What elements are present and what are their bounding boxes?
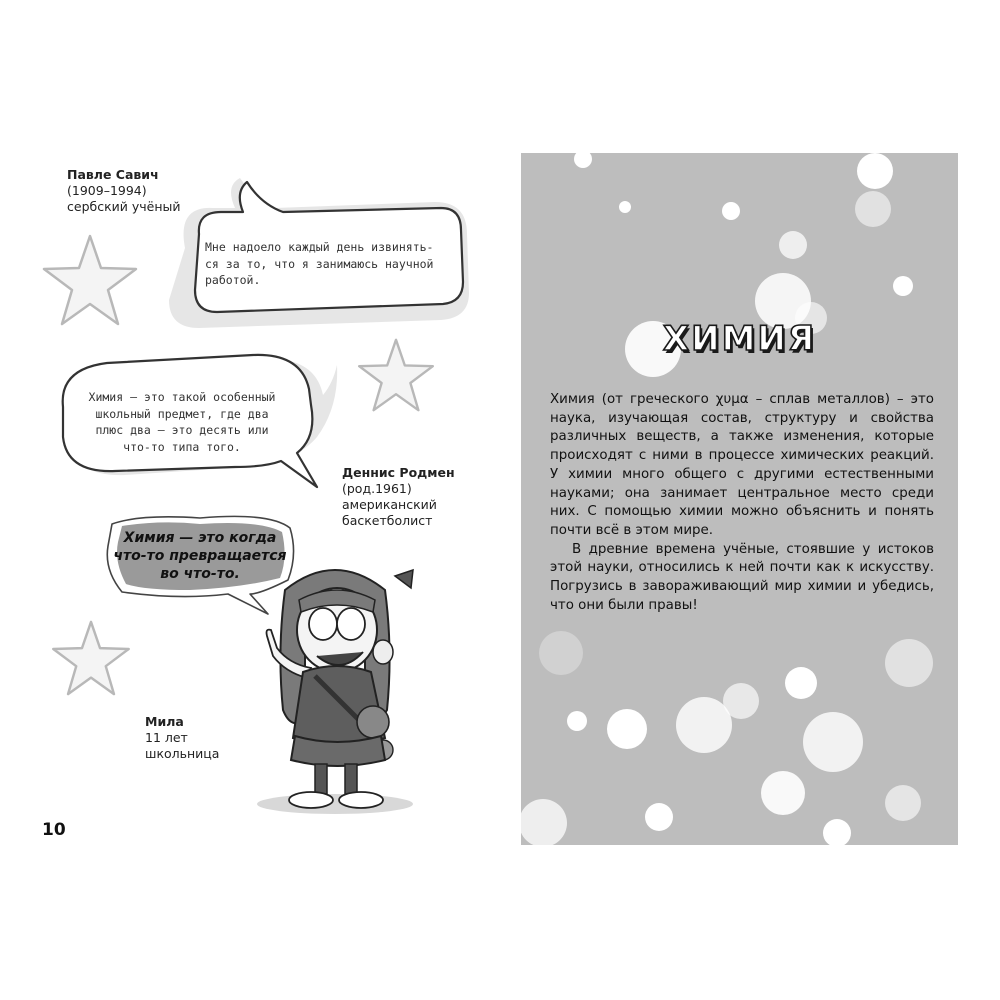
paragraph: Химия (от греческого χυμα – сплав металлов) – это наука, изучающая состав, структуру и свойства различных веществ, а также изменения, которые происходят с ними в процессе химических реакций. У химии много общего с другими естественными науками; она занимает центральное место среди них. С помощью химии можно объяснить и понять почти всё в этом мире. — [550, 392, 934, 538]
quote-line: что-то типа того. — [123, 439, 241, 454]
author-dates: 11 лет — [145, 730, 188, 745]
star-icon — [356, 336, 436, 414]
author-name: Мила — [145, 714, 184, 729]
author-dates: (род.1961) — [342, 481, 412, 496]
author-role: сербский учёный — [67, 199, 181, 214]
author-name: Павле Савич — [67, 167, 159, 182]
star-icon — [40, 232, 140, 328]
quote-line: во что-то. — [160, 566, 240, 582]
author-mila — [145, 714, 219, 762]
author-rodman — [342, 465, 455, 529]
quote-line: Мне надоело каждый день извинять- — [205, 240, 434, 254]
author-dates: (1909–1994) — [67, 183, 147, 198]
quote-savich — [205, 239, 475, 289]
girl-illustration — [245, 560, 425, 820]
quote-line: Химия — это когда — [123, 530, 277, 546]
paragraph: В древние времена учёные, стоявшие у истоков этой науки, относились к ней почти как к искусству. Погрузись в завораживающий мир химии и убедись, что они были правы! — [550, 541, 934, 613]
author-name: Деннис Родмен — [342, 465, 455, 480]
chapter-body — [550, 391, 934, 615]
quote-line: ся за то, что я занимаюсь научной — [205, 256, 434, 271]
chapter-panel — [521, 153, 958, 845]
quote-line: Химия – это такой особенный — [88, 390, 276, 404]
author-savich — [67, 167, 181, 215]
author-role: баскетболист — [342, 513, 433, 528]
quote-rodman — [77, 389, 287, 455]
page-number: 10 — [42, 820, 66, 840]
chapter-title: ХИМИЯ — [662, 319, 817, 359]
author-role: школьница — [145, 746, 220, 761]
quote-line: школьный предмет, где два — [95, 406, 269, 421]
quote-line: работой. — [205, 273, 261, 287]
author-role: американский — [342, 497, 437, 512]
quote-line: плюс два – это десять или — [95, 423, 269, 437]
quote-line: что-то превращается — [113, 548, 287, 564]
star-icon — [50, 618, 132, 698]
